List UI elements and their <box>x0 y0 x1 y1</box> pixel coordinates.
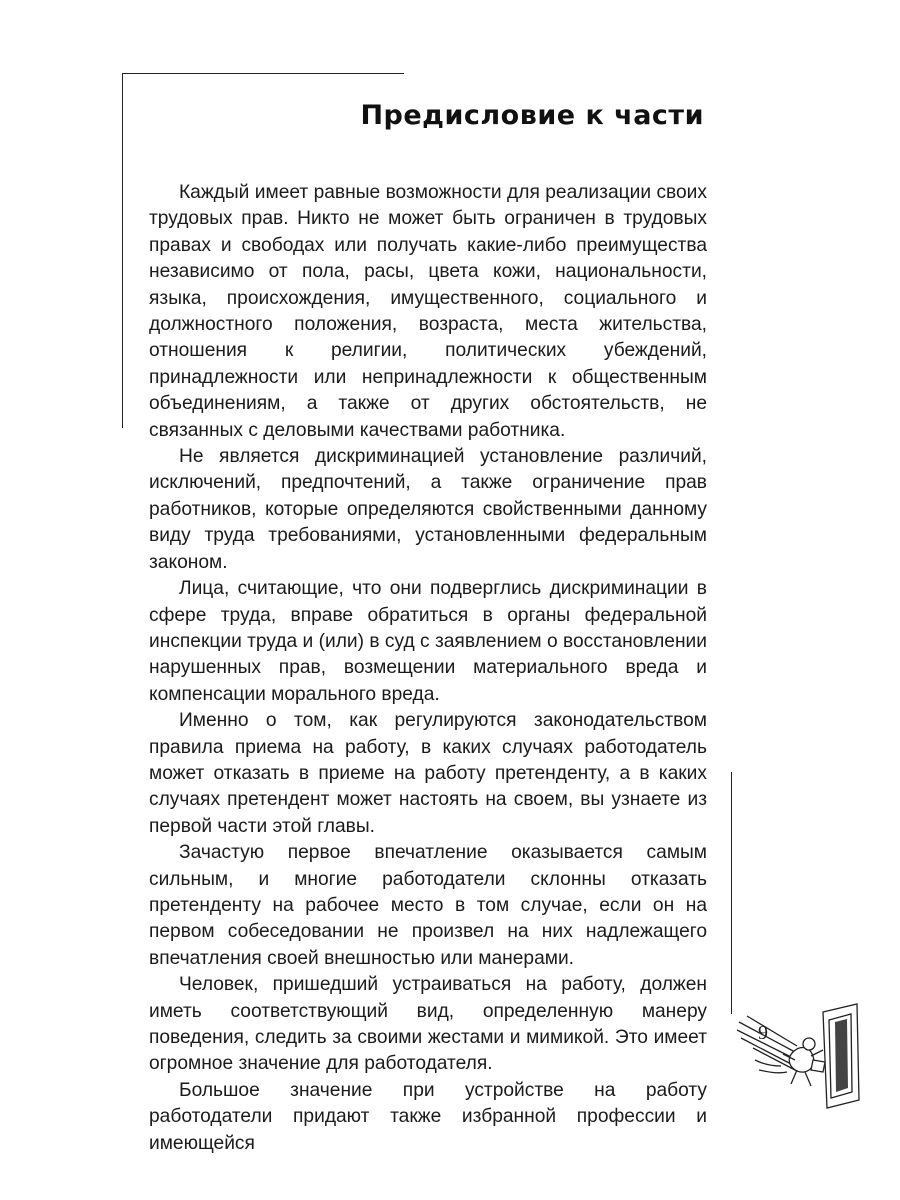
running-figure-illustration-icon <box>735 1000 865 1110</box>
paragraph-7: Большое значение при устройстве на работу работодатели придают также избранной профессии и имеющейся <box>149 1079 707 1154</box>
paragraph-2: Не является дискриминацией установление различий, исключений, предпочтений, а также ограничение прав работников, которые определяются свойственными данному виду труда требованиями, установленными федеральным законом. <box>149 446 707 573</box>
page-number: 9 <box>758 1022 768 1044</box>
figure-body <box>789 1048 814 1073</box>
frame-right-line <box>731 772 732 1014</box>
frame-top-line <box>122 73 404 74</box>
motion-scribble <box>755 1060 787 1073</box>
door-shade <box>835 1019 848 1092</box>
figure-case <box>811 1060 825 1072</box>
paragraph-3: Лица, считающие, что они подверглись дискриминации в сфере труда, вправе обратиться в органы федеральной инспекции труда и (или) в суд с заявлением о восстановлении нарушенных прав, возмещении материального вреда и компенсации морального вреда. <box>149 578 707 705</box>
paragraph-1: Каждый имеет равные возможности для реализации своих трудовых прав. Никто не может быть ограничен в трудовых правах и свободах или получать какие-либо преимущества независимо от пола, расы, цвета кожи, национальности, языка, происхождения, имущественного, социального и должностного положения, возраста, места жительства, отношения к религии, политических убеждений, принадлежности или непринадлежности к общественным объединениям, а также от других обстоятельств, не связанных с деловыми качествами работника. <box>149 182 707 441</box>
page-title: Предисловие к части <box>360 100 704 131</box>
figure-head <box>803 1038 815 1050</box>
frame-left-line <box>122 73 123 428</box>
paragraph-5: Зачастую первое впечатление оказывается самым сильным, и многие работодатели склонны отказать претенденту на рабочее место в том случае, если он на первом собеседовании не произвел на них надлежащего впечатления своей внешностью или манерами. <box>149 842 707 969</box>
body-text <box>149 180 707 1157</box>
paragraph-6: Человек, пришедший устраиваться на работу, должен иметь соответствующий вид, определенную манеру поведения, следить за своими жестами и мимикой. Это имеет огромное значение для работодателя. <box>149 974 707 1075</box>
paragraph-4: Именно о том, как регулируются законодательством правила приема на работу, в каких случаях работодатель может отказать в приеме на работу претенденту, а в каких случаях претендент может настоять на своем, вы узнаете из первой части этой главы. <box>149 710 707 837</box>
